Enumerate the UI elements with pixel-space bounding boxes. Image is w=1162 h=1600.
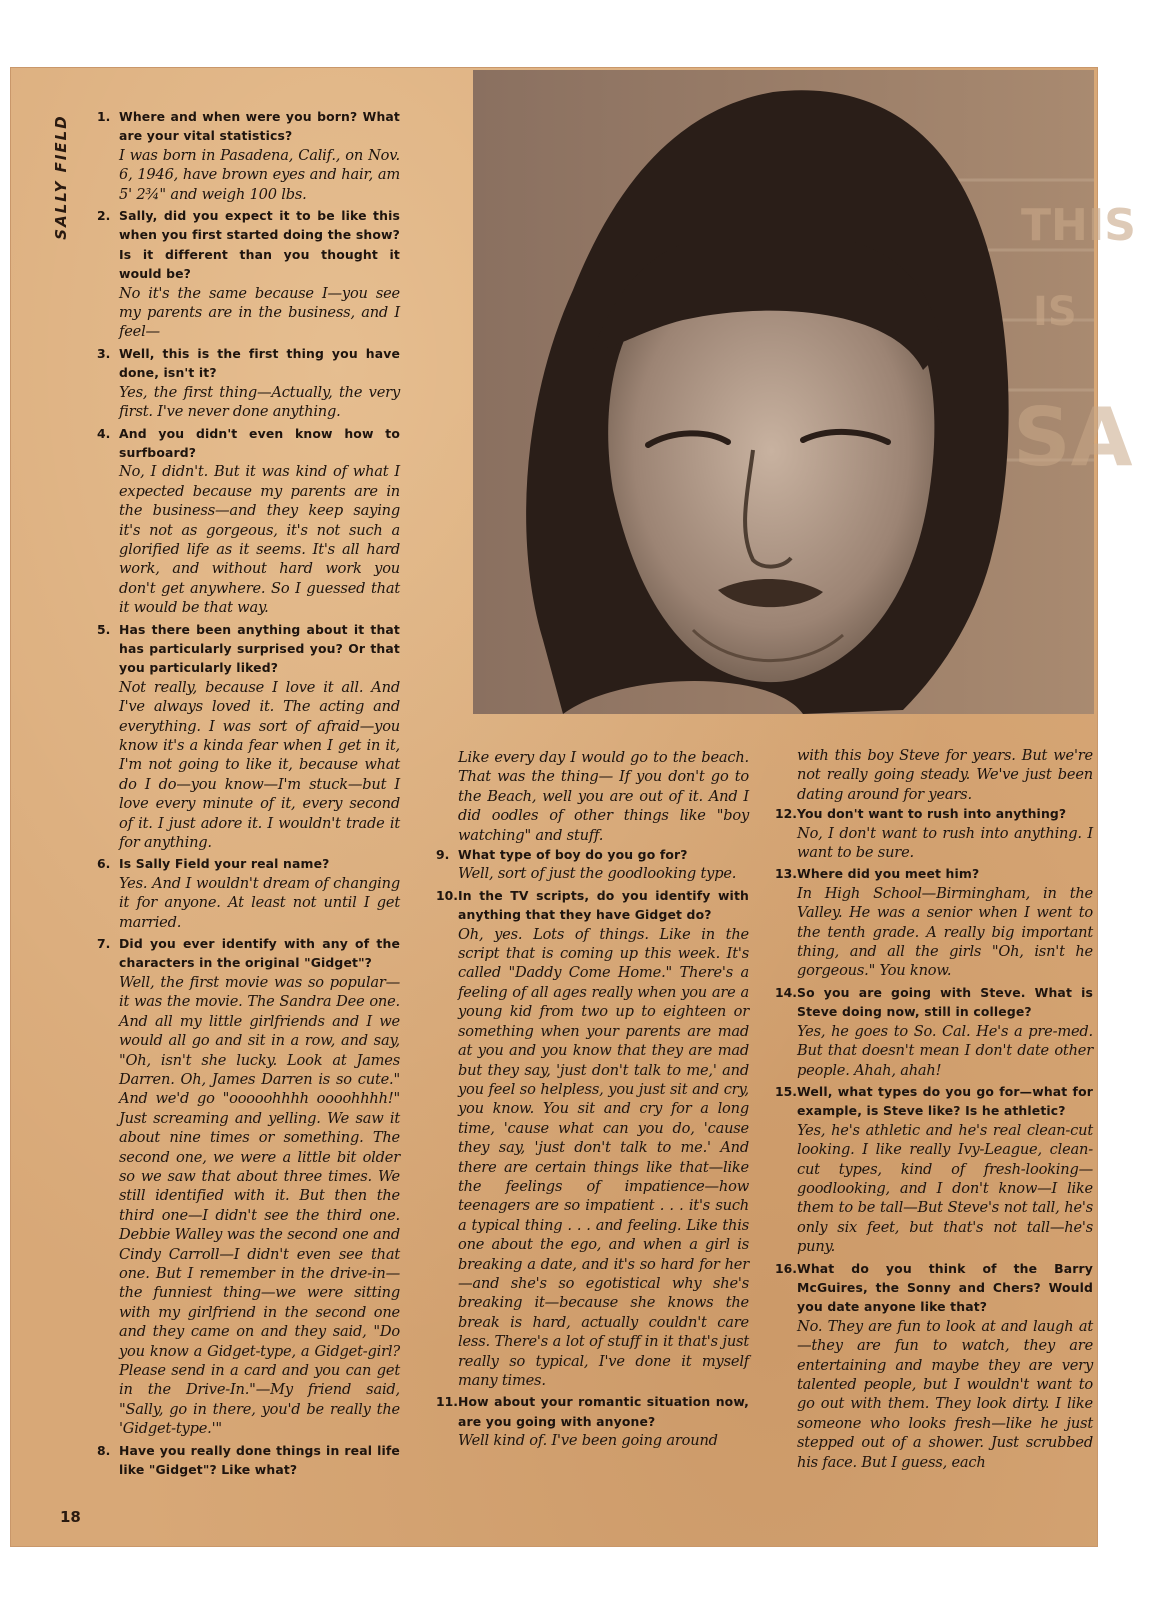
side-label-text: SALLY FIELD (52, 114, 70, 240)
answer: Well, sort of just the goodlooking type. (458, 865, 737, 883)
question-number: 8. (97, 1442, 111, 1458)
question: Did you ever identify with any of the characters in the original "Gidget"? (119, 936, 400, 971)
answer-continuation: with this boy Steve for years. But we're not really going steady. We've just been dating around for years. (797, 747, 1093, 803)
portrait-image (473, 70, 1136, 714)
answer: Not really, because I love it all. And I've always loved it. The acting and everything. I was sort of afraid—you know it's a kinda fear when I get in it, I'm not going to like it, because what do I do—you know—I'm stuck—but I love every minute of it, every second of it. I just adore it. I wouldn't trade it for anything. (119, 678, 400, 852)
question: Where did you meet him? (797, 866, 980, 882)
qa-item (97, 107, 400, 204)
column-2 (436, 748, 749, 1453)
question: Have you really done things in real life like "Gidget"? Like what? (119, 1442, 400, 1478)
answer: I was born in Pasadena, Calif., on Nov. 6, 1946, have brown eyes and hair, am 5' 2¾" and weigh 100 lbs. (119, 146, 400, 203)
question-number: 3. (97, 345, 111, 361)
answer: No, I don't want to rush into anything. I want to be sure. (797, 824, 1093, 862)
question: And you didn't even know how to surfboard? (119, 425, 400, 460)
answer: No it's the same because I—you see my parents are in the business, and I feel— (119, 284, 400, 341)
page-number: 18 (60, 1508, 81, 1526)
portrait-photo (473, 70, 1136, 714)
qa-item (775, 1259, 1093, 1472)
question: What do you think of the Barry McGuires, the Sonny and Chers? Would you date anyone like that? (797, 1260, 1093, 1315)
question: Has there been anything about it that has particularly surprised you? Or that you particularly liked? (119, 621, 400, 676)
answer: Oh, yes. Lots of things. Like in the script that is coming up this week. It's called "Daddy Come Home." There's a feeling of all ages really when you are a young kid from two up to eighteen or something when your parents are mad at you and you know that they are mad but they say, 'just don't talk to me,' and you feel so helpless, you just sit and cry, you know. You sit and cry for a long time, 'cause what can you do, 'cause they say, 'just don't talk to me.' And there are certain things like that—like the feelings of impatience—how teenagers are so impatient . . . it's such a typical thing . . . and feeling. Like this one about the ego, and when a girl is breaking a date, and it's so hard for her—and she's so egotistical why she's breaking it—because she knows the break is hard, actually couldn't care less. There's a lot of stuff in it that's just really so typical, I've done it myself many times. (458, 925, 749, 1389)
qa-item (97, 1441, 400, 1480)
answer: Yes, he goes to So. Cal. He's a pre-med. But that doesn't mean I don't date other people. Ahah, ahah! (797, 1022, 1093, 1079)
answer: Yes, the first thing—Actually, the very first. I've never done anything. (119, 383, 400, 421)
question-number: 2. (97, 208, 111, 224)
qa-item (775, 983, 1093, 1080)
question-number: 15. (775, 1083, 797, 1099)
column-1 (97, 107, 400, 1481)
question: How about your romantic situation now, are you going with anyone? (458, 1394, 749, 1429)
column-3 (775, 746, 1093, 1474)
question: So you are going with Steve. What is Steve doing now, still in college? (797, 984, 1093, 1020)
svg-text:SA: SA (1013, 391, 1133, 484)
question-number: 7. (97, 936, 111, 952)
question-number: 4. (97, 425, 111, 441)
qa-item (436, 886, 749, 1391)
qa-item (436, 845, 749, 884)
question-number: 5. (97, 621, 111, 637)
question-number: 9. (436, 847, 450, 863)
qa-item (97, 934, 400, 1439)
question-number: 11. (436, 1394, 458, 1410)
qa-item (97, 854, 400, 932)
qa-item (97, 344, 400, 422)
question: Sally, did you expect it to be like this when you first started doing the show? Is it different than you thought it would be? (119, 208, 400, 282)
answer: No. They are fun to look at and laugh at—they are fun to watch, they are entertaining and maybe they are very talented people, but I wouldn't want to go out with them. They look dirty. I like someone who looks fresh—like he just stepped out of a shower. Just scrubbed his face. But I guess, each (797, 1317, 1093, 1471)
qa-item (97, 424, 400, 618)
svg-text:IS: IS (1033, 289, 1077, 335)
question-number: 10. (436, 887, 458, 903)
qa-item (775, 1082, 1093, 1257)
answer: Well kind of. I've been going around (458, 1432, 718, 1450)
question-number: 14. (775, 984, 797, 1000)
question-number: 13. (775, 866, 797, 882)
question-number: 6. (97, 856, 111, 872)
answer: No, I didn't. But it was kind of what I expected because my parents are in the business—and they keep saying it's not as gorgeous, it's not such a glorified life as it seems. It's all hard work, and without hard work you don't get anywhere. So I guessed that it would be that way. (119, 463, 400, 617)
question-number: 1. (97, 109, 111, 124)
qa-item (775, 804, 1093, 862)
question: Well, what types do you go for—what for example, is Steve like? Is he athletic? (797, 1083, 1093, 1119)
question: Is Sally Field your real name? (119, 856, 330, 872)
question: Where and when were you born? What are your vital statistics? (119, 109, 400, 144)
answer-continuation: Like every day I would go to the beach. That was the thing— If you don't go to the Beach, well you are out of it. And I did oodles of other things like "boy watching" and stuff. (458, 749, 749, 844)
svg-text:THIS: THIS (1021, 200, 1136, 251)
question: What type of boy do you go for? (458, 847, 688, 863)
question-number: 16. (775, 1260, 797, 1276)
question: You don't want to rush into anything? (797, 806, 1067, 822)
question: In the TV scripts, do you identify with anything that they have Gidget do? (458, 887, 749, 923)
qa-item (436, 1392, 749, 1450)
answer: Yes, he's athletic and he's real clean-cut looking. I like really Ivy-League, clean-cut types, kind of fresh-looking—goodlooking, and I don't know—I like them to be tall—But Steve's not tall, he's only six feet, but that's not tall—he's puny. (797, 1121, 1093, 1256)
qa-item (775, 864, 1093, 980)
answer: Well, the first movie was so popular—it was the movie. The Sandra Dee one. And all my little girlfriends and I we would all go and sit in a row, and say, "Oh, isn't she lucky. Look at James Darren. Oh, James Darren is so cute." And we'd go "ooooohhhh oooohhhh!" Just screaming and yelling. We saw it about nine times or something. The second one, we were a little bit older so we saw that about three times. We still identified with it. But then the third one—I didn't see the third one. Debbie Walley was the second one and Cindy Carroll—I didn't even see that one. But I remember in the drive-in—the funniest thing—we were sitting with my girlfriend in the second one and they came on and they said, "Do you know a Gidget-type, a Gidget-girl? Please send in a card and you can get in the Drive-In."—My friend said, "Sally, go in there, you'd be really the 'Gidget-type.'" (119, 973, 400, 1438)
question: Well, this is the first thing you have done, isn't it? (119, 345, 400, 381)
side-label (47, 112, 75, 242)
answer: In High School—Birmingham, in the Valley. He was a senior when I went to the tenth grade. A really big important thing, and all the girls "Oh, isn't he gorgeous." You know. (797, 884, 1093, 980)
question-number: 12. (775, 806, 797, 822)
answer: Yes. And I wouldn't dream of changing it for anyone. At least not until I get married. (119, 874, 400, 931)
qa-item (97, 206, 400, 342)
qa-item (97, 620, 400, 853)
